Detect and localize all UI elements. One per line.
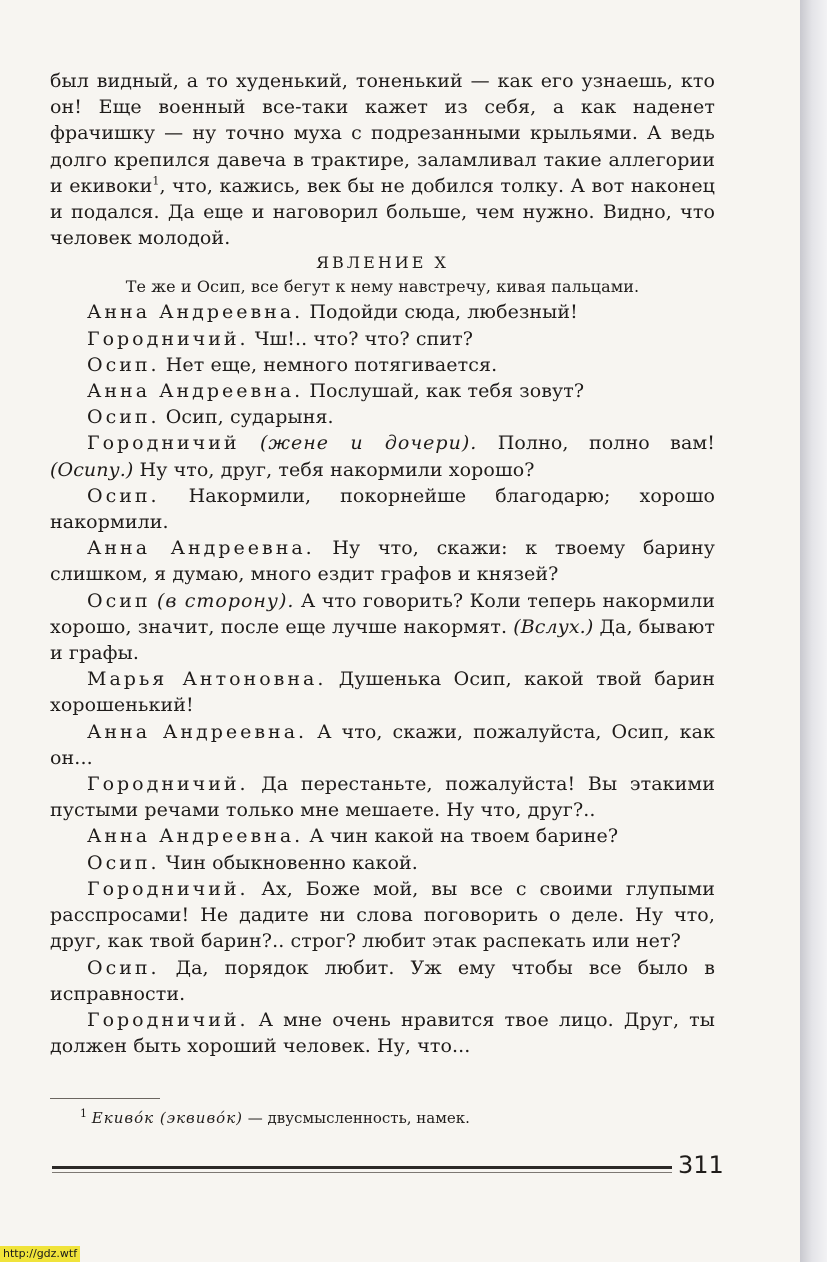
replica: Анна Андреевна. Послушай, как тебя зовут? [87,380,585,403]
speaker-name: Анна Андреевна. [87,380,304,403]
speaker-name: Осип. [87,484,160,507]
footnote-divider [50,1098,160,1099]
replica: Анна Андреевна. Ну что, скажи: к твоему барину слишком, я думаю, много ездит графов и князей? [50,537,715,586]
speaker-name: Осип. [87,353,160,376]
bottom-rule-thin [52,1172,672,1173]
replica: Городничий. Да перестаньте, пожалуйста! Вы этакими пустыми речами только мне мешаете. Ну что, друг?.. [50,773,715,822]
stage-note: (в сторону). [156,589,295,612]
replica: Осип. Нет еще, немного потягивается. [87,353,498,376]
stage-note: (Осипу.) [50,458,134,481]
footnote-marker: 1 [152,174,160,188]
speaker-name: Анна Андреевна. [87,537,315,560]
footnote-definition: — двусмысленность, намек. [243,1109,470,1127]
replica: Осип. Накормили, покорнейше благодарю; хорошо накормили. [50,484,715,534]
speaker-name: Городничий. [87,1008,249,1031]
replica: Анна Андреевна. А что, скажи, пожалуйста, Осип, как он... [50,720,715,769]
replica: Осип (в сторону). А что говорить? Коли теперь накормили хорошо, значит, после еще лучше накормят. (Вслух.) Да, бывают и графы. [50,589,716,665]
replica: Осип. Да, порядок любит. Уж ему чтобы все было в исправности. [50,956,715,1005]
speaker-name: Осип. [87,956,160,979]
replica: Анна Андреевна. А чин какой на твоем барине? [87,825,619,848]
scene-title: ЯВЛЕНИЕ X [316,253,449,273]
replica: Городничий. Чш!.. что? что? спит? [87,327,474,350]
replica: Осип. Осип, сударыня. [87,406,334,429]
speaker-name: Осип. [87,406,160,429]
speaker-name: Городничий. [87,877,249,900]
replica: Марья Антоновна. Душенька Осип, какой твой барин хорошенький! [50,668,715,717]
page-number: 311 [678,1151,724,1179]
replica: Осип. Чин обыкновенно какой. [87,851,418,874]
stage-direction: Те же и Осип, все бегут к нему навстречу, кивая пальцами. [125,277,640,297]
paragraph-continuation: был видный, а то худенький, тоненький — как его узнаешь, кто он! Еще военный все-таки кажет из себя, а как наденет фрачишку — ну точно муха с подрезанными крыльями. А ведь долго крепился давеча в трактире, заламливал такие аллегории и екивоки$^1$, что, кажись, век бы не добился толку. А вот наконец и подался. Да еще и наговорил больше, чем нужно. Видно, что человек молодой. [50,70,715,250]
footnote-number: 1 [80,1107,87,1120]
speaker-name: Городничий. [87,327,249,350]
speaker-name: Городничий. [87,773,249,796]
stage-note: (Вслух.) [513,615,594,638]
stage-note: (жене и дочери). [259,432,478,455]
speaker-name: Марья Антоновна. [87,668,327,691]
replica: Городничий. А мне очень нравится твое лицо. Друг, ты должен быть хороший человек. Ну, что... [50,1008,715,1058]
speaker-name: Анна Андреевна. [87,301,304,324]
replica: Городничий. Ах, Боже мой, вы все с своими глупыми расспросами! Не дадите ни слова поговорить о деле. Ну что, друг, как твой барин?.. строг? любит этак распекать или нет? [50,877,715,953]
replica: Анна Андреевна. Подойди сюда, любезный! [87,301,578,324]
bottom-rule [52,1166,672,1169]
speaker-name: Осип [87,589,151,612]
speaker-name: Городничий [87,432,240,455]
speaker-name: Анна Андреевна. [87,720,308,743]
book-spine-shadow [800,0,827,1262]
footnote [80,1108,680,1128]
main-text [50,68,715,1059]
speaker-name: Анна Андреевна. [87,825,304,848]
speaker-name: Осип. [87,851,160,874]
footnote-term: Екивóк (эквивóк) [91,1109,244,1127]
watermark-link[interactable]: http://gdz.wtf [0,1246,80,1262]
replica: Городничий (жене и дочери). Полно, полно вам! (Осипу.) Ну что, друг, тебя накормили хорошо? [50,432,716,481]
